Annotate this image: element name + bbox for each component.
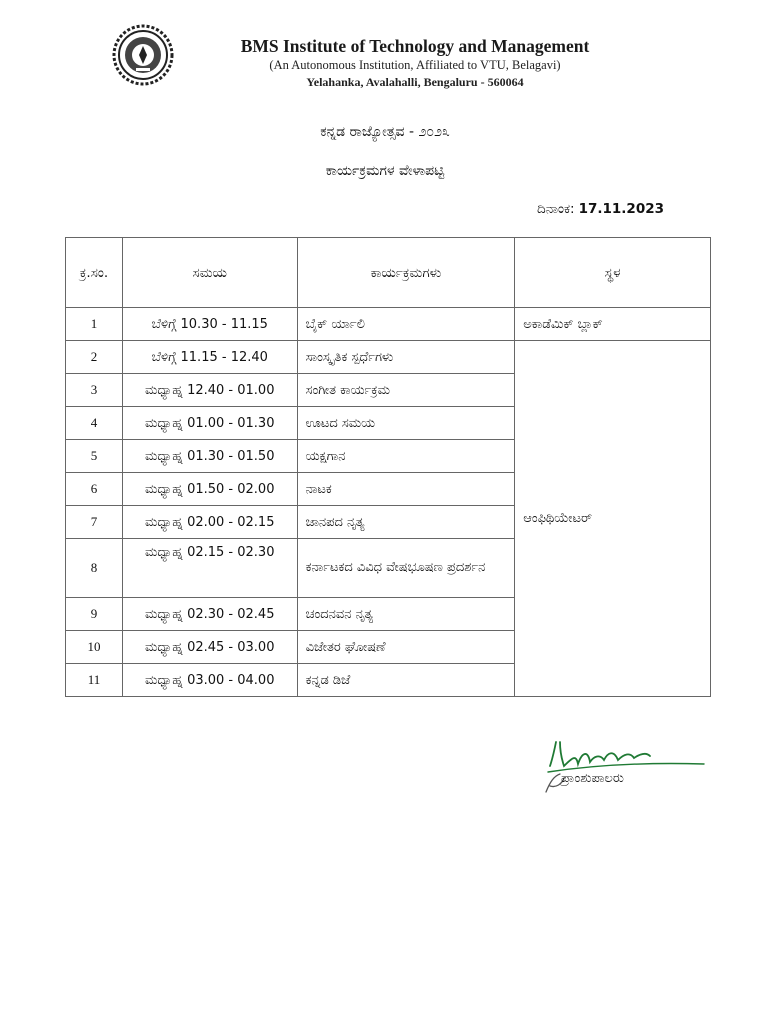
header-programs: ಕಾರ್ಯಕ್ರಮಗಳು xyxy=(297,238,515,308)
event-cell: ಜಾನಪದ ನೃತ್ಯ xyxy=(297,506,515,539)
institution-subtitle: (An Autonomous Institution, Affiliated to VTU, Belagavi) xyxy=(269,58,561,72)
header-serial: ಕ್ರ.ಸಂ. xyxy=(66,238,123,308)
table-row xyxy=(66,308,711,341)
time-cell: ಬೆಳಿಗ್ಗೆ 10.30 - 11.15 xyxy=(122,308,297,341)
time-cell: ಮಧ್ಯಾಹ್ನ 02.15 - 02.30 xyxy=(122,539,297,598)
serial-cell: 8 xyxy=(66,539,123,598)
event-cell: ವಿಜೇತರ ಘೋಷಣೆ xyxy=(297,631,515,664)
event-cell: ಬೈಕ್ ರ್ಯಾಲಿ xyxy=(297,308,515,341)
institution-logo xyxy=(112,24,174,86)
event-cell: ಸಂಗೀತ ಕಾರ್ಯಕ್ರಮ xyxy=(297,374,515,407)
event-cell: ಯಕ್ಷಗಾನ xyxy=(297,440,515,473)
event-cell: ಕನ್ನಡ ಡಿಜೆ xyxy=(297,664,515,697)
event-cell: ಊಟದ ಸಮಯ xyxy=(297,407,515,440)
serial-cell: 10 xyxy=(66,631,123,664)
time-cell: ಮಧ್ಯಾಹ್ನ 12.40 - 01.00 xyxy=(122,374,297,407)
institution-name: BMS Institute of Technology and Management xyxy=(240,36,590,56)
serial-cell: 4 xyxy=(66,407,123,440)
event-cell: ಕರ್ನಾಟಕದ ವಿವಿಧ ವೇಷಭೂಷಣ ಪ್ರದರ್ಶನ xyxy=(297,539,515,598)
time-cell: ಮಧ್ಯಾಹ್ನ 01.00 - 01.30 xyxy=(122,407,297,440)
time-cell: ಮಧ್ಯಾಹ್ನ 01.50 - 02.00 xyxy=(122,473,297,506)
time-cell: ಮಧ್ಯಾಹ್ನ 02.30 - 02.45 xyxy=(122,598,297,631)
date-label: ದಿನಾಂಕ: xyxy=(536,201,575,217)
date-line xyxy=(537,201,664,217)
serial-cell: 1 xyxy=(66,308,123,341)
event-cell: ಸಾಂಸ್ಕೃತಿಕ ಸ್ಪರ್ಧೆಗಳು xyxy=(297,341,515,374)
table-header-row xyxy=(66,238,711,308)
principal-label: ಪ್ರಾಂಶುಪಾಲರು xyxy=(561,771,624,786)
table-row xyxy=(66,341,711,374)
header-venue: ಸ್ಥಳ xyxy=(515,238,711,308)
venue-cell-amphitheatre: ಆಂಫಿಥಿಯೇಟರ್ xyxy=(515,341,711,697)
time-cell: ಮಧ್ಯಾಹ್ನ 03.00 - 04.00 xyxy=(122,664,297,697)
event-cell: ಚಂದನವನ ನೃತ್ಯ xyxy=(297,598,515,631)
schedule-title: ಕಾರ್ಯಕ್ರಮಗಳ ವೇಳಾಪಟ್ಟಿ xyxy=(325,163,445,179)
principal-signature xyxy=(538,730,708,800)
serial-cell: 9 xyxy=(66,598,123,631)
institution-address: Yelahanka, Avalahalli, Bengaluru - 560064 xyxy=(306,75,524,89)
venue-cell-academic: ಅಕಾಡೆಮಿಕ್ ಬ್ಲಾಕ್ xyxy=(515,308,711,341)
header-time: ಸಮಯ xyxy=(122,238,297,308)
serial-cell: 6 xyxy=(66,473,123,506)
serial-cell: 5 xyxy=(66,440,123,473)
time-cell: ಮಧ್ಯಾಹ್ನ 02.45 - 03.00 xyxy=(122,631,297,664)
event-cell: ನಾಟಕ xyxy=(297,473,515,506)
serial-cell: 3 xyxy=(66,374,123,407)
serial-cell: 2 xyxy=(66,341,123,374)
date-value: 17.11.2023 xyxy=(578,201,664,217)
time-cell: ಬೆಳಿಗ್ಗೆ 11.15 - 12.40 xyxy=(122,341,297,374)
serial-cell: 7 xyxy=(66,506,123,539)
serial-cell: 11 xyxy=(66,664,123,697)
time-cell: ಮಧ್ಯಾಹ್ನ 01.30 - 01.50 xyxy=(122,440,297,473)
schedule-table xyxy=(65,237,711,697)
time-cell: ಮಧ್ಯಾಹ್ನ 02.00 - 02.15 xyxy=(122,506,297,539)
event-title: ಕನ್ನಡ ರಾಜ್ಯೋತ್ಸವ - ೨೦೨೩ xyxy=(320,124,450,140)
